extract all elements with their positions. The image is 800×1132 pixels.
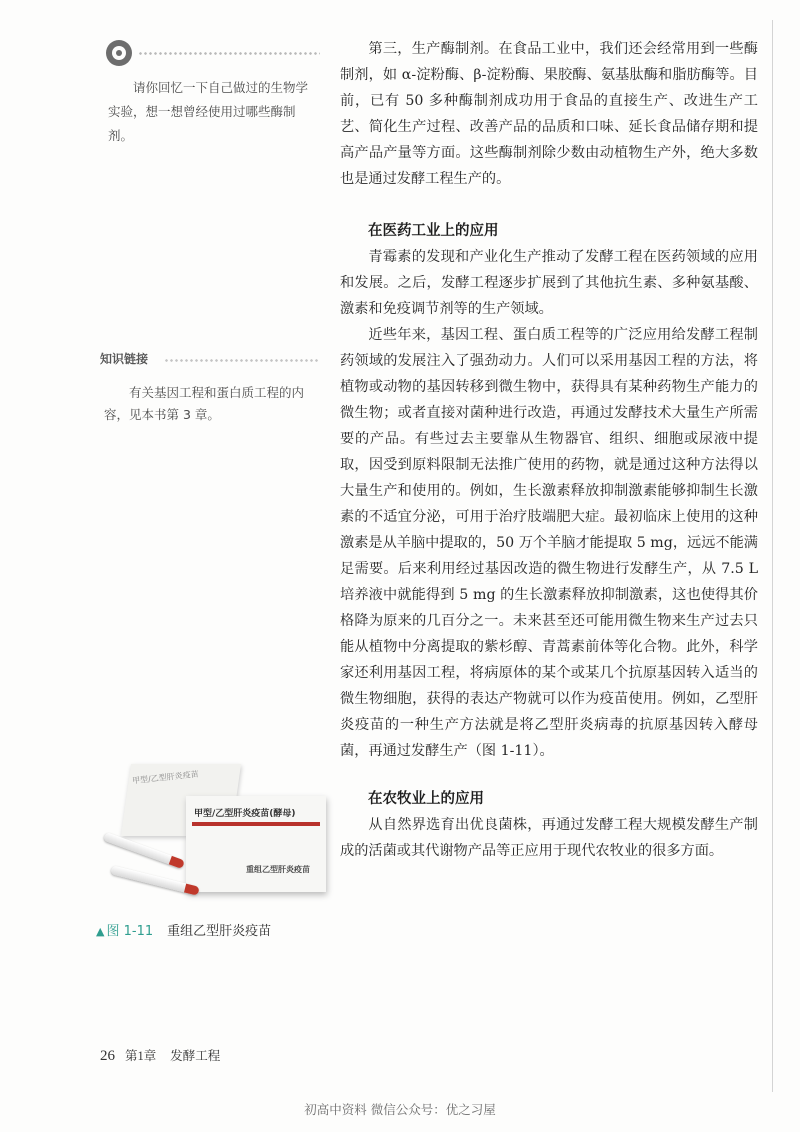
main-text [340, 36, 758, 864]
section-title-agriculture: 在农牧业上的应用 [368, 791, 484, 807]
dotted-rule [138, 52, 320, 55]
paragraph-enzymes: 第三，生产酶制剂。在食品工业中，我们还会经常用到一些酶制剂，如 α-淀粉酶、β-淀粉酶、果胶酶、氨基肽酶和脂肪酶等。目前，已有 50 多种酶制剂成功用于食品的直接生产、改进生产工艺、简化生产过程、改善产品的品质和口味、延长食品储存期和提高产品产量等方面。这些酶制剂除少数由动植物生产外，绝大多数也是通过发酵工程生产的。 [340, 41, 758, 187]
section-title-medicine: 在医药工业上的应用 [368, 223, 499, 239]
vaccine-box-stripe [192, 822, 320, 826]
page-footer [100, 1046, 400, 1065]
figure-caption-text: 重组乙型肝炎疫苗 [167, 924, 272, 939]
paragraph-penicillin: 青霉素的发现和产业化生产推动了发酵工程在医药领域的应用和发展。之后，发酵工程逐步扩展到了其他抗生素、多种氨基酸、激素和免疫调节剂等的生产领域。 [340, 249, 758, 317]
figure-caption [96, 920, 326, 939]
vaccine-figure [96, 750, 328, 910]
page-edge [772, 20, 773, 1092]
think-prompt: 请你回忆一下自己做过的生物学实验，想一想曾经使用过哪些酶制剂。 [108, 80, 309, 143]
vaccine-box-bottom-label: 重组乙型肝炎疫苗 [246, 865, 310, 874]
watermark-text: 初高中资料 微信公众号：优之习屋 [304, 1102, 496, 1117]
dotted-rule [164, 359, 320, 362]
knowledge-link-text: 有关基因工程和蛋白质工程的内容，见本书第 3 章。 [104, 385, 305, 422]
figure-number: 图 1-11 [106, 924, 154, 939]
thinking-icon [106, 40, 132, 66]
paragraph-agriculture: 从自然界选育出优良菌株，再通过发酵工程大规模发酵生产制成的活菌或其代谢物产品等正应用于现代农牧业的很多方面。 [340, 817, 758, 859]
caption-triangle-icon: ▲ [96, 925, 105, 938]
knowledge-link-label: 知识链接 [100, 352, 149, 366]
page-number: 26 [100, 1048, 115, 1064]
chapter-number: 第1章 [125, 1049, 157, 1063]
knowledge-link-header [100, 350, 325, 370]
chapter-title: 发酵工程 [170, 1049, 221, 1063]
think-header [100, 36, 325, 72]
vaccine-box-back-label: 甲型/乙型肝炎疫苗 [131, 769, 199, 786]
vaccine-box-front-label: 甲型/乙型肝炎疫苗(酵母) [194, 809, 296, 819]
vaccine-vial [103, 832, 185, 869]
paragraph-genetic-engineering: 近些年来，基因工程、蛋白质工程等的广泛应用给发酵工程制药领域的发展注入了强劲动力。人们可以采用基因工程的方法，将植物或动物的基因转移到微生物中，获得具有某种药物生产能力的微生物；或者直接对菌种进行改造，再通过发酵技术大量生产所需要的产品。有些过去主要靠从生物器官、组织、细胞或尿液中提取，因受到原料限制无法推广使用的药物，就是通过这种方法得以大量生产和使用的。例如，生长激素释放抑制激素能够抑制生长激素的不适宜分泌，可用于治疗肢端肥大症。最初临床上使用的这种激素是从羊脑中提取的，50 万个羊脑才能提取 5 mg，远远不能满足需要。后来利用经过基因改造的微生物进行发酵生产，从 7.5 L 培养液中就能得到 5 mg 的生长激素释放抑制激素，这也使得其价格降为原来的几百分之一。未来甚至还可能用微生物来生产过去只能从植物中分离提取的紫杉醇、青蒿素前体等化合物。此外，科学家还利用基因工程，将病原体的某个或某几个抗原基因转入适当的微生物细胞，获得的表达产物就可以作为疫苗使用。例如，乙型肝炎疫苗的一种生产方法就是将乙型肝炎病毒的抗原基因转入酵母菌，再通过发酵生产（图 1-11）。 [340, 327, 758, 759]
